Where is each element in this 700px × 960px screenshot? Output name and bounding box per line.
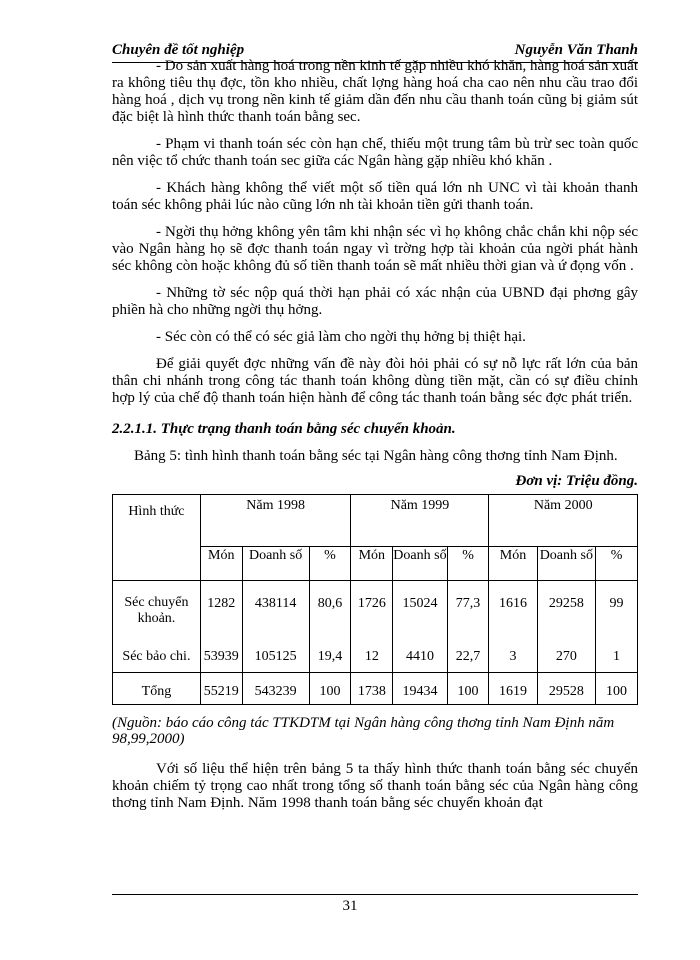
cell: 29258 — [548, 596, 584, 611]
data-table — [112, 494, 638, 705]
footer-rule — [112, 894, 638, 895]
header-author: Nguyễn Văn Thanh — [514, 42, 638, 58]
col-header-pct: % — [309, 547, 351, 581]
col-header-mon: Món — [351, 547, 393, 581]
cell: 438114 — [254, 596, 297, 611]
cell: 105125 — [254, 649, 297, 664]
table-source: (Nguồn: báo cáo công tác TTKDTM tại Ngân hàng công thơng tỉnh Nam Định năm 98,99,2000) — [112, 715, 615, 747]
col-header-ds: Doanh số — [242, 547, 309, 581]
cell: 1616 — [499, 596, 527, 611]
cell: 19434 — [393, 673, 447, 705]
cell: 100 — [596, 673, 638, 705]
year-header: Năm 2000 — [489, 495, 638, 547]
cell: 77,3 — [455, 596, 481, 611]
table-header-row — [113, 495, 638, 547]
col-header-ds: Doanh số — [393, 547, 447, 581]
cell: 1619 — [489, 673, 537, 705]
paragraph: - Ngời thụ hởng không yên tâm khi nhận séc vì họ không chắc chắn khi nộp séc vào Ngân hàng họ sẽ đợc thanh toán ngay vì trờng hợp tài khoản của ngời phát hành séc không còn hoặc không đủ số tiền thanh toán sẽ mất nhiều thời gian và ứ đọng vốn . — [112, 224, 638, 274]
cell: 55219 — [200, 673, 242, 705]
cell: 29528 — [537, 673, 596, 705]
col-header-form: Hình thức — [113, 495, 201, 581]
col-header-pct: % — [596, 547, 638, 581]
paragraph: - Những tờ séc nộp quá thời hạn phải có xác nhận của UBND đại phơng gây phiền hà cho những ngời thụ hởng. — [112, 285, 638, 318]
section-heading: 2.2.1.1. Thực trạng thanh toán bằng séc chuyển khoản. — [112, 421, 456, 437]
col-header-mon: Món — [489, 547, 537, 581]
cell: 22,7 — [455, 649, 481, 664]
cell: 80,6 — [317, 596, 343, 611]
row-label: Tổng — [113, 673, 201, 705]
paragraph: Với số liệu thể hiện trên bảng 5 ta thấy hình thức thanh toán bằng séc chuyển khoản chiếm tỷ trọng cao nhất trong tổng số thanh toán bằng séc của Ngân hàng công thơng tỉnh Nam Định. Năm 1998 thanh toán bằng séc chuyển khoản đạt — [112, 761, 638, 811]
cell: 19,4 — [317, 649, 343, 664]
cell: 1726 — [357, 596, 386, 611]
table-total-row — [113, 673, 638, 705]
row-label: Séc chuyển khoản. — [124, 595, 189, 626]
paragraph: - Do sản xuất hàng hoá trong nền kinh tế gặp nhiều khó khăn, hàng hoá sản xuất ra không tiêu thụ đợc, tồn kho nhiều, chất lợng hàng hoá cha cao nên nhu cầu trao đổi hàng hoá , dịch vụ trong nền kinh tế giảm dần đến nhu cầu thanh toán cũng bị giảm sút đặc biệt là hình thức thanh toán bằng sec. — [112, 58, 638, 125]
year-header: Năm 1999 — [351, 495, 489, 547]
page-number: 31 — [342, 898, 358, 914]
cell: 3 — [509, 649, 517, 664]
cell: 1 — [613, 649, 621, 664]
cell: 53939 — [203, 649, 239, 664]
paragraph: - Séc còn có thể có séc giả làm cho ngời thụ hởng bị thiệt hại. — [156, 329, 526, 345]
page-body — [112, 58, 638, 812]
cell: 270 — [555, 649, 577, 664]
cell: 543239 — [242, 673, 309, 705]
table-row — [113, 581, 638, 673]
col-header-pct: % — [447, 547, 489, 581]
cell: 100 — [447, 673, 489, 705]
col-header-ds: Doanh số — [537, 547, 596, 581]
table-caption: Bảng 5: tình hình thanh toán bằng séc tại Ngân hàng công thơng tỉnh Nam Định. — [134, 448, 618, 464]
cell: 1738 — [351, 673, 393, 705]
paragraph: Để giải quyết đợc những vấn đề này đòi hỏi phải có sự nỗ lực rất lớn của bản thân chi nhánh trong công tác thanh toán không dùng tiền mặt, cần có sự điều chỉnh hợp lý của chế độ thanh toán hiện hành để công tác thanh toán bằng séc đợc phát triển. — [112, 356, 638, 406]
cell: 4410 — [405, 649, 434, 664]
cell: 99 — [609, 596, 624, 611]
paragraph: - Khách hàng không thể viết một số tiền quá lớn nh UNC vì tài khoản thanh toán séc không phải lúc nào cũng lớn nh tài khoản tiền gửi thanh toán. — [112, 180, 638, 213]
paragraph: - Phạm vi thanh toán séc còn hạn chế, thiếu một trung tâm bù trừ sec toàn quốc nên việc tổ chức thanh toán sec giữa các Ngân hàng gặp nhiều khó khăn . — [112, 136, 638, 169]
col-header-mon: Món — [200, 547, 242, 581]
header-title: Chuyên đề tốt nghiệp — [112, 42, 245, 58]
cell: 12 — [364, 649, 379, 664]
cell: 100 — [309, 673, 351, 705]
cell: 15024 — [402, 596, 438, 611]
row-label: Séc bảo chi. — [122, 649, 191, 664]
year-header: Năm 1998 — [200, 495, 351, 547]
cell: 1282 — [207, 596, 236, 611]
table-unit: Đơn vị: Triệu đồng. — [515, 473, 638, 489]
